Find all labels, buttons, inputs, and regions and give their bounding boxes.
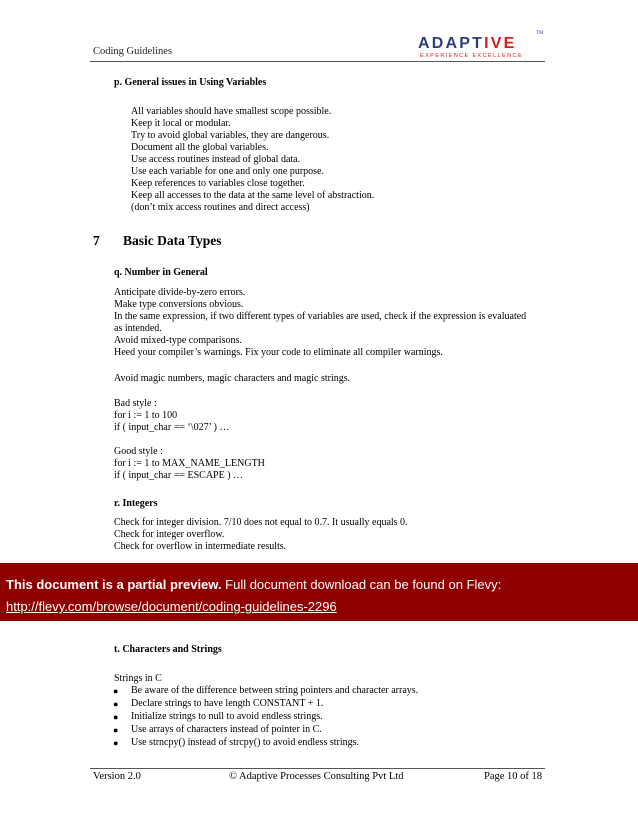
- bullet-icon: ●: [113, 699, 119, 709]
- bullet-icon: ●: [113, 725, 119, 735]
- text-line: Try to avoid global variables, they are dangerous.: [131, 130, 330, 141]
- code-line: Good style :: [114, 446, 163, 457]
- list-item: ● Initialize strings to null to avoid endless strings.: [113, 711, 323, 722]
- text-line: Keep references to variables close together.: [131, 178, 305, 189]
- code-line: Bad style :: [114, 398, 157, 409]
- text-line: Avoid mixed-type comparisons.: [114, 335, 242, 346]
- chapter-title: Basic Data Types: [123, 233, 222, 248]
- text-line: Check for integer division. 7/10 does not equal to 0.7. It usually equals 0.: [114, 517, 408, 528]
- code-line: for i := 1 to 100: [114, 410, 178, 421]
- chapter-number: 7: [93, 233, 100, 248]
- text-line: Keep it local or modular.: [131, 118, 231, 129]
- section-p-heading: p. General issues in Using Variables: [114, 77, 267, 88]
- list-item: ● Use strncpy() instead of strcpy() to avoid endless strings.: [113, 737, 360, 748]
- list-item: ● Be aware of the difference between string pointers and character arrays.: [113, 685, 419, 696]
- text-line: All variables should have smallest scope possible.: [131, 106, 332, 117]
- section-r-heading: r. Integers: [114, 498, 158, 509]
- footer-version: Version 2.0: [93, 771, 141, 782]
- list-item: ● Use arrays of characters instead of pointer in C.: [113, 724, 322, 735]
- section-t-heading: t. Characters and Strings: [114, 644, 222, 655]
- header-title: Coding Guidelines: [93, 46, 173, 57]
- chapter-heading: [93, 233, 222, 249]
- text-line: (don’t mix access routines and direct access): [131, 202, 310, 213]
- banner-download-link[interactable]: http://flevy.com/browse/document/coding-guidelines-2296: [6, 599, 337, 614]
- banner-bold-text: This document is a partial preview.: [6, 577, 222, 592]
- adaptive-logo: [418, 31, 544, 61]
- bullet-icon: ●: [113, 738, 119, 748]
- text-line: Keep all accesses to the data at the same level of abstraction.: [131, 190, 375, 201]
- footer-page-number: Page 10 of 18: [484, 771, 543, 782]
- text-line: Use each variable for one and only one purpose.: [131, 166, 324, 177]
- logo-tagline: EXPERIENCE EXCELLENCE: [420, 53, 523, 59]
- text-line: Check for overflow in intermediate results.: [114, 541, 287, 552]
- code-line: if ( input_char == ESCAPE ) …: [114, 470, 244, 481]
- logo-brand-hi: IVE: [484, 35, 517, 52]
- code-line: if ( input_char == ‘\027’ ) …: [114, 422, 230, 433]
- footer-rule: [90, 768, 545, 769]
- logo-tm: TM: [536, 31, 544, 36]
- section-t-intro: Strings in C: [114, 673, 162, 684]
- text-line: as intended.: [114, 323, 162, 334]
- section-q-heading: q. Number in General: [114, 267, 208, 278]
- text-line: Anticipate divide-by-zero errors.: [114, 287, 246, 298]
- banner-rest-text: Full document download can be found on Flevy:: [221, 577, 502, 592]
- text-line: Check for integer overflow.: [114, 529, 225, 540]
- logo-brand-pre: ADAPT: [418, 35, 485, 52]
- text-line: Make type conversions obvious.: [114, 299, 244, 310]
- text-line: In the same expression, if two different types of variables are used, check if the expression is evaluated: [114, 311, 527, 322]
- header-rule: [90, 61, 545, 62]
- list-item: ● Declare strings to have length CONSTANT + 1.: [113, 698, 324, 709]
- bullet-icon: ●: [113, 686, 119, 696]
- preview-banner: [0, 563, 638, 621]
- footer-copyright: © Adaptive Processes Consulting Pvt Ltd: [229, 771, 404, 782]
- code-line: for i := 1 to MAX_NAME_LENGTH: [114, 458, 265, 469]
- text-line: Use access routines instead of global data.: [131, 154, 301, 165]
- text-line: Document all the global variables.: [131, 142, 269, 153]
- text-line: Avoid magic numbers, magic characters and magic strings.: [114, 373, 351, 384]
- text-line: Heed your compiler’s warnings. Fix your code to eliminate all compiler warnings.: [114, 347, 443, 358]
- banner-message: [6, 577, 501, 592]
- bullet-icon: ●: [113, 712, 119, 722]
